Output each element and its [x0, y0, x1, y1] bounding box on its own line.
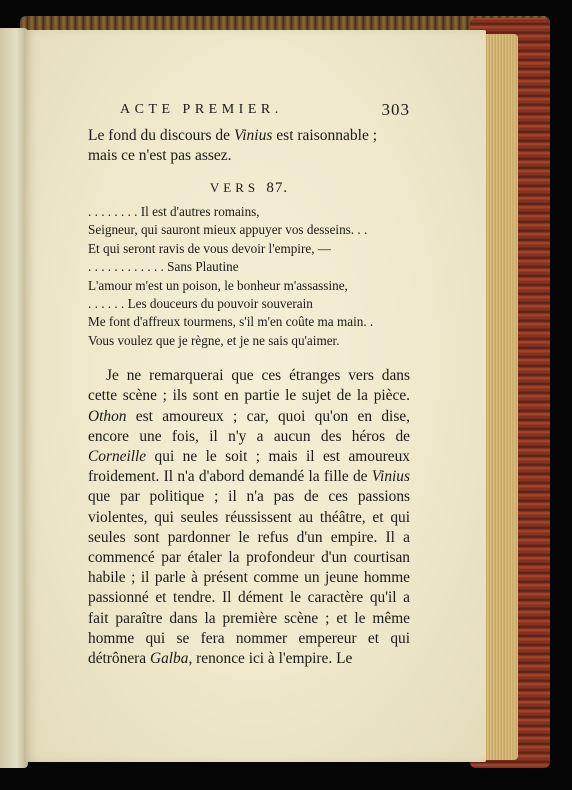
intro-paragraph	[88, 126, 410, 166]
book-page	[24, 30, 486, 762]
running-header	[120, 102, 410, 122]
verse-quotation	[88, 203, 410, 350]
commentary-text: Je ne remarquerai que ces étranges vers dans cette scène ; ils sont en partie le sujet de la pièce.	[88, 367, 410, 405]
verse-line: L'amour m'est un poison, le bonheur m'assassine,	[88, 277, 348, 293]
commentary-text: qui ne le soit ; mais il est amoureux froidement. Il n'a d'abord demandé la fille de	[88, 448, 410, 486]
verse-line: Vous voulez que je règne, et je ne sais qu'aimer.	[88, 332, 340, 348]
page-number: 303	[381, 100, 410, 119]
verse-line: Me font d'affreux tourmens, s'il m'en coûte ma main. .	[88, 314, 374, 330]
page-text	[88, 126, 410, 669]
section-number: 87.	[266, 180, 289, 196]
section-label: VERS	[209, 180, 260, 195]
name-corneille: Corneille	[88, 448, 147, 466]
name-galba: Galba	[149, 650, 189, 668]
intro-name-vinius: Vinius	[233, 127, 273, 144]
verse-line: Seigneur, qui sauront mieux appuyer vos desseins. . .	[88, 222, 368, 238]
intro-text: Le fond du discours de	[88, 127, 234, 144]
commentary-text: , renonce ici à l'empire. Le	[188, 650, 353, 668]
verse-line: . . . . . . . . Il est d'autres romains,	[88, 204, 260, 219]
section-heading	[88, 180, 410, 197]
commentary-text: est amoureux ; car, quoi qu'on en dise, encore une fois, il n'y a aucun des héros de	[88, 407, 410, 445]
verse-line: . . . . . . Les douceurs du pouvoir souverain	[88, 296, 313, 312]
commentary-paragraph	[88, 366, 410, 669]
intro-text-end: est raisonnable ; mais ce n'est pas assez.	[88, 127, 378, 164]
commentary-text: que par politique ; il n'a pas de ces passions violentes, qui seules réussissent au théâtre, et qui seules sont pardonner le refus d'un empire. Il a commencé par étaler la profondeur d'un courtisan habile ; il parle à présent comme un jeune homme passionné et tendre. Il dément le caractère qu'il a fait paraître dans la première scène ; et le même homme qui se fera nommer empereur et qui détrônera	[88, 488, 410, 668]
name-vinius: Vinius	[371, 468, 410, 486]
name-othon: Othon	[88, 407, 127, 425]
verse-line: Et qui seront ravis de vous devoir l'empire, —	[88, 240, 331, 256]
running-title: ACTE PREMIER.	[120, 102, 283, 117]
verse-line: . . . . . . . . . . . . Sans Plautine	[88, 259, 239, 275]
